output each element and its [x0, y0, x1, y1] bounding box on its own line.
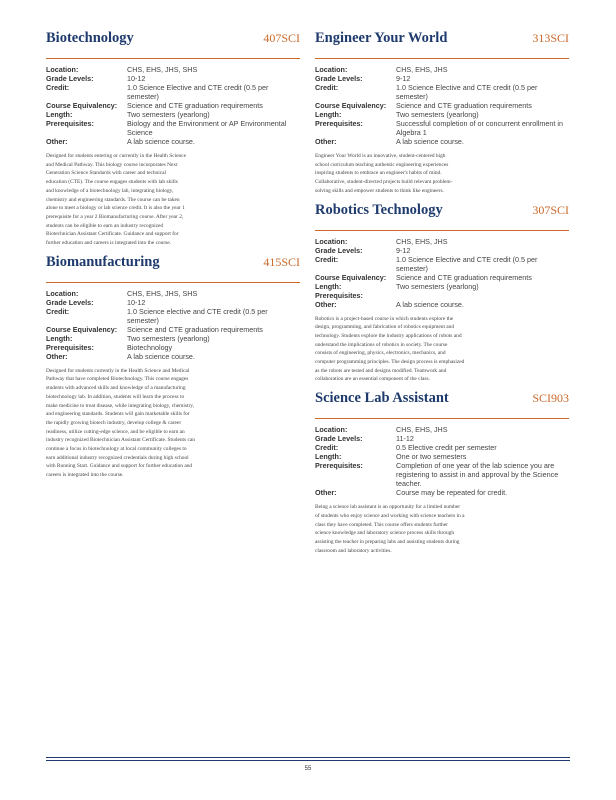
location-value: CHS, EHS, JHS [396, 65, 448, 74]
prerequisites-label: Prerequisites: [46, 119, 94, 128]
grade-levels-value: 9-12 [396, 74, 411, 83]
credit-value: 1.0 Science elective and CTE credit (0.5 per semester) [127, 306, 268, 325]
equivalency-label: Course Equivalency: [46, 101, 118, 110]
location-value: CHS, EHS, JHS, SHS [127, 288, 198, 298]
course-code: SCI903 [532, 391, 569, 406]
grade-levels-label: Grade Levels: [46, 297, 94, 307]
course-description: Designed for students currently in the Health Science and Medical Pathway that have completed Biotechnology. This course engages students with advanced skills and knowledge of a manufacturing biotechnology lab. In addition, students will learn the process to make medicine to treat disease, while integrating biology, chemistry, and engineering standards. Students will gain marketable skills for the rapidly growing biotech industry, develop college & career readiness, utilize cutting-edge science, and be eligible to earn an industry recognized Biotechnician Assistant Certificate. Students can continue a focus in biotechnology at local community colleges to earn additional industry recognized credentials during high school with Running Start. Guidance and support for further education and careers is integrated into the course. [46, 367, 195, 479]
other-label: Other: [46, 137, 68, 146]
course-biomanufacturing [46, 254, 300, 480]
equivalency-value: Science and CTE graduation requirements [127, 324, 263, 334]
course-robotics-technology [315, 202, 569, 385]
course-description: Engineer Your World is an innovative, student-centered high school curriculum teaching authentic engineering experiences inspiring students to embrace an engineer's habits of mind. Collaborative, student-directed projects build relevant problem-solving skills and empower students to think like engineers. [315, 153, 453, 194]
other-value: A lab science course. [127, 351, 195, 361]
prerequisites-value: Successful completion of or concurrent enrollment in Algebra 1 [396, 119, 563, 137]
course-description: Robotics is a project-based course in which students explore the design, programming, and fabrication of robotics equipment and technology. Students explore the industry applications of robots and understand the implications of robotics in society. The course consists of engineering, physics, electronics, mechanics, and computer programming principles. The design process is emphasized as the robots are tested and designs modified. Teamwork and collaboration are an essential component of the class. [315, 315, 465, 383]
grade-levels-label: Grade Levels: [315, 74, 363, 83]
length-value: Two semesters (yearlong) [127, 333, 210, 343]
location-label: Location: [315, 236, 348, 246]
credit-label: Credit: [46, 83, 70, 92]
course-divider [315, 418, 569, 419]
course-divider [315, 58, 569, 59]
credit-value: 1.0 Science Elective and CTE credit (0.5 per semester) [396, 83, 538, 101]
course-divider [315, 230, 569, 231]
course-engineer-your-world [315, 30, 569, 196]
course-code: 407SCI [263, 31, 300, 45]
course-title: Engineer Your World [315, 30, 448, 46]
course-biotechnology [46, 30, 300, 248]
course-code: 313SCI [532, 31, 569, 45]
grade-levels-value: 11-12 [396, 434, 414, 444]
grade-levels-value: 9-12 [396, 245, 411, 255]
footer-rule-top [46, 757, 570, 758]
grade-levels-value: 10-12 [127, 74, 146, 83]
credit-label: Credit: [46, 306, 70, 316]
course-divider [46, 58, 300, 59]
course-code: 307SCI [532, 202, 569, 217]
length-value: Two semesters (yearlong) [396, 281, 479, 291]
length-label: Length: [315, 452, 342, 462]
other-label: Other: [46, 351, 68, 361]
equivalency-value: Science and CTE graduation requirements [127, 101, 263, 110]
prerequisites-label: Prerequisites: [46, 342, 94, 352]
length-value: Two semesters (yearlong) [127, 110, 210, 119]
course-divider [46, 282, 300, 283]
length-label: Length: [315, 281, 342, 291]
location-label: Location: [46, 288, 79, 298]
grade-levels-label: Grade Levels: [315, 245, 363, 255]
location-value: CHS, EHS, JHS [396, 425, 448, 435]
other-label: Other: [315, 137, 337, 146]
grade-levels-label: Grade Levels: [315, 434, 363, 444]
equivalency-label: Course Equivalency: [315, 101, 387, 110]
prerequisites-value: Completion of one year of the lab science you are registering to assist in and approval by the Science teacher. [396, 461, 559, 489]
right-column [315, 30, 569, 561]
grade-levels-value: 10-12 [127, 297, 146, 307]
left-column [46, 30, 300, 486]
other-value: A lab science course. [396, 299, 464, 309]
course-title: Biotechnology [46, 30, 134, 46]
other-label: Other: [315, 488, 337, 498]
length-label: Length: [46, 110, 73, 119]
length-label: Length: [315, 110, 342, 119]
equivalency-value: Science and CTE graduation requirements [396, 101, 532, 110]
length-label: Length: [46, 333, 73, 343]
footer-rule-bottom [46, 760, 570, 761]
other-label: Other: [315, 299, 337, 309]
other-value: Course may be repeated for credit. [396, 488, 508, 498]
prerequisites-label: Prerequisites: [315, 461, 363, 471]
course-title: Biomanufacturing [46, 253, 160, 270]
course-description: Being a science lab assistant is an opportunity for a limited number of students who enjoy science and working with science teachers in a class they have completed. This course offers students further science knowledge and laboratory science process skills through assisting the teacher in preparing labs and assisting students during classroom and laboratory activities. [315, 504, 465, 554]
prerequisites-value [396, 291, 569, 300]
prerequisites-value: Biology and the Environment or AP Environmental Science [127, 119, 287, 137]
credit-label: Credit: [315, 443, 339, 453]
other-value: A lab science course. [127, 137, 195, 146]
location-label: Location: [46, 65, 79, 74]
prerequisites-label: Prerequisites: [315, 290, 363, 300]
equivalency-value: Science and CTE graduation requirements [396, 272, 532, 282]
location-label: Location: [315, 425, 348, 435]
credit-label: Credit: [315, 254, 339, 264]
grade-levels-label: Grade Levels: [46, 74, 94, 83]
credit-value: 1.0 Science Elective and CTE credit (0.5 per semester) [396, 254, 538, 273]
course-science-lab-assistant [315, 390, 569, 555]
prerequisites-label: Prerequisites: [315, 119, 363, 128]
credit-label: Credit: [315, 83, 339, 92]
credit-value: 0.5 Elective credit per semester [396, 443, 497, 453]
prerequisites-value: Biotechnology [127, 342, 173, 352]
other-value: A lab science course. [396, 137, 464, 146]
course-description: Designed for students entering or currently in the Health Science and Medical Pathway. This biology course incorporates Next Generation Science Standards with career and technical education (CTE). The course engages students with lab skills and knowledge of a biotechnology lab, integrating biology, chemistry and engineering standards. The course can be taken alone to meet a biology or lab science credit. It is also the year 1 prerequisite for a year 2 Biomanufacturing course. After year 2, students can be eligible to earn an industry recognized Biotechnician Assistant Certificate. Guidance and support for further education and careers is integrated into the course. [46, 153, 186, 247]
location-value: CHS, EHS, JHS [396, 236, 448, 246]
equivalency-label: Course Equivalency: [315, 272, 387, 282]
course-title: Science Lab Assistant [315, 390, 449, 407]
length-value: One or two semesters [396, 452, 467, 462]
credit-value: 1.0 Science Elective and CTE credit (0.5 per semester) [127, 83, 269, 101]
course-code: 415SCI [263, 254, 300, 269]
page-number: 55 [304, 766, 312, 772]
length-value: Two semesters (yearlong) [396, 110, 479, 119]
location-label: Location: [315, 65, 348, 74]
location-value: CHS, EHS, JHS, SHS [127, 65, 198, 74]
course-title: Robotics Technology [315, 201, 443, 218]
equivalency-label: Course Equivalency: [46, 324, 118, 334]
